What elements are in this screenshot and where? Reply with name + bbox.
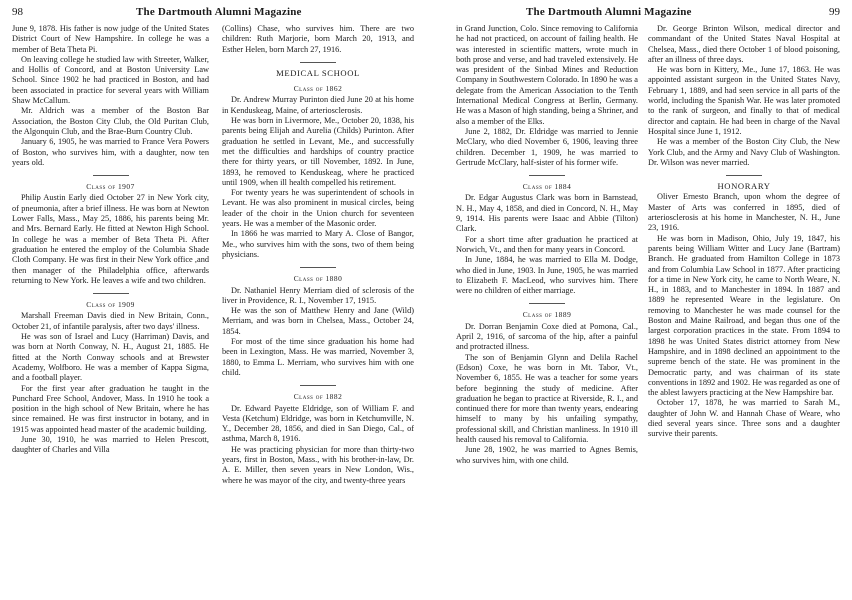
class-heading: Class of 1909 <box>86 300 135 310</box>
running-header: The Dartmouth Alumni Magazine <box>526 6 692 18</box>
paragraph: He was born in Kittery, Me., June 17, 1863. He was appointed assistant surgeon in the United States Navy, February 1, 1889, and had seen service in all parts of the world, including the Spanish War. He was later promoted to the rank of surgeon, and finally to that of medical director and captain. He had been in charge of the Naval Hospital since June 1, 1912. <box>648 65 840 136</box>
paragraph: In June, 1884, he was married to Ella M. Dodge, who died in June, 1903. In June, 1905, he was married to Elizabeth F. MacLeod, who survives him. There were no children of either marriage. <box>456 255 638 296</box>
page-number: 99 <box>829 6 840 18</box>
paragraph: For most of the time since graduation his home had been in Lexington, Mass. He was married, November 3, 1880, to Emma L. Merriam, who survives him with one child. <box>222 337 414 377</box>
divider-rule <box>93 175 129 176</box>
running-header: The Dartmouth Alumni Magazine <box>136 6 302 18</box>
paragraph: He was a member of the Boston City Club, the New York Club, and the Army and Navy Club of Washington. Dr. Wilson was never married. <box>648 137 840 167</box>
paragraph: (Collins) Chase, who survives him. There are two children: Ruth Marjorie, born March 20, 1913, and Esther Helen, born March 27, 1916. <box>222 24 414 54</box>
paragraph: The son of Benjamin Glynn and Delila Rachel (Edson) Coxe, he was born in Mt. Tabor, Vt., November 6, 1855. He was a teacher for some years before beginning the study of medicine. After graduation he began to practice at Riverside, R. I., and continued there for more than twenty years, endearing himself to many by his unfailing sympathy, professional skill, and Christian manliness. In 1910 ill health caused his removal to California. <box>456 352 638 444</box>
section-heading: MEDICAL SCHOOL <box>276 67 360 78</box>
paragraph: in Grand Junction, Colo. Since removing to California he had not practiced, on account of failing health. He was interested in scientific matters, wrote much in both prose and verse, and had traveled extensively. He was president of the Sinbad Mines and Reduction Company in Southwestern Colorado. In 1890 he was a delegate from the American Association to the Tenth International Medical Congress at Berlin, Germany. He was a Mason of high standing, being a Shriner, and also a member of the Elks. <box>456 24 638 126</box>
paragraph: January 6, 1905, he was married to France Vera Powers of Boston, who survives him, with a daughter, now ten years old. <box>12 137 209 167</box>
right-page <box>430 0 852 600</box>
paragraph: Dr. Andrew Murray Purinton died June 20 at his home in Kenduskeag, Maine, of arteriosclerosis. <box>222 95 414 115</box>
page-number: 98 <box>12 6 23 18</box>
paragraph: For twenty years he was superintendent of schools in Levant. He was also prominent in musical circles, being leader of the choir in the Union church for seventeen years. He was a member of the Masonic order. <box>222 188 414 229</box>
class-heading: Class of 1880 <box>293 274 343 284</box>
paragraph: For a short time after graduation he practiced at Norwich, Vt., and then for many years in Concord. <box>456 234 638 254</box>
paragraph: He was the son of Matthew Henry and Jane (Wild) Merriam, and was born in Chelsea, Mass., October 24, 1854. <box>222 306 414 336</box>
paragraph: Philip Austin Early died October 27 in New York city, of pneumonia, after a brief illness. He was born at Newton Lower Falls, Mass., May 25, 1886, his parents being Mr. and Mrs. Bernard Early. He fitted at Newton High School. In college he was a member of Beta Theta Pi. After graduation he entered the employ of the Columbia Shade Cloth Company. He was first in their New York office ,and then manager of the Philadelphia office, afterwards returning to New York. He leaves a wife and two children. <box>12 193 209 285</box>
column-right-2 <box>648 24 840 440</box>
class-heading: Class of 1884 <box>522 182 572 192</box>
paragraph: Mr. Aldrich was a member of the Boston Bar Association, the Boston City Club, the Old Puritan Club, the Algonquin Club, and the Brae-Burn Country Club. <box>12 106 209 136</box>
divider-rule <box>300 267 336 268</box>
paragraph: He was born in Livermore, Me., October 20, 1838, his parents being Elijah and Aurelia (Childs) Purinton. After graduation he settled in Levant, Me., and successfully met the difficulties and hardships of country practice there for thirty years, or till November, 1892. In June, 1893, he removed to Kenduskeag, where he practiced until 1909, when ill health compelled his retirement. <box>222 116 414 187</box>
divider-rule <box>529 175 565 176</box>
paragraph: Dr. Nathaniel Henry Merriam died of sclerosis of the liver in Providence, R. I., November 17, 1915. <box>222 285 414 305</box>
class-heading: Class of 1889 <box>522 310 572 320</box>
paragraph: Oliver Ernesto Branch, upon whom the degree of Master of Arts was conferred in 1895, died of arteriosclerosis at his home in Manchester, N. H., June 23, 1916. <box>648 192 840 233</box>
paragraph: He was born in Madison, Ohio, July 19, 1847, his parents being William Witter and Lucy Jane (Bartram) Branch. He graduated from Hamilton College in 1873 and from Columbia Law School in 1877. After practicing for a time in New York city, he came to North Weare, N. H., in 1883, and to Manchester in 1894. In 1887 and 1889 he represented Weare in the legislature. On removing to Manchester he was made counsel for the Boston and Maine Railroad, and began thus one of the largest corporation practices in the state. From 1894 to 1898 he was United States district attorney from New Hampshire, and in 1898 declined an appointment to the supreme bench of the state. He was prominent in the Democratic party, and was chairman of its state conventions in 1892 and 1902. He was regarded as one of the ablest lawyers practicing at the New Hampshire bar. <box>648 233 840 398</box>
class-heading: Class of 1882 <box>293 392 343 402</box>
divider-rule <box>726 175 762 176</box>
paragraph: Dr. Edward Payette Eldridge, son of William F. and Vesta (Ketchum) Eldridge, was born in Ketchumville, N. Y., December 28, 1856, and died in San Diego, Cal., of asthma, March 8, 1916. <box>222 403 414 444</box>
paragraph: June 30, 1910, he was married to Helen Prescott, daughter of Charles and Villa <box>12 434 209 455</box>
section-heading: HONORARY <box>717 181 771 192</box>
paragraph: He was son of Israel and Lucy (Harriman) Davis, and was born at North Conway, N. H., August 21, 1885. He fitted at the North Conway schools and at Brewster Academy, Wolfboro. He was a member of Kappa Sigma, and a football player. <box>12 332 209 383</box>
paragraph: June 28, 1902, he was married to Agnes Bemis, who survives him, with one child. <box>456 445 638 465</box>
divider-rule <box>300 62 336 63</box>
column-left-1 <box>12 24 209 456</box>
paragraph: October 17, 1878, he was married to Sarah M., daughter of John W. and Hannah Chase of Weare, who died several years since. Three sons and a daughter survive their parents. <box>648 398 840 439</box>
paragraph: For the first year after graduation he taught in the Punchard Free School, Andover, Mass. In 1910 he took a position in the high school of New Britain, where he has since remained. He was first instructor in botany, and in 1915 was appointed head master of the academic building. <box>12 383 209 434</box>
paragraph: Dr. George Brinton Wilson, medical director and commandant of the United States Naval Hospital at Chelsea, Mass., died there October 1 of blood poisoning, after an illness of three days. <box>648 24 840 64</box>
paragraph: June 2, 1882, Dr. Eldridge was married to Jennie McClary, who died November 6, 1906, leaving three children. December 1, 1909, he was married to Gertrude McClary, half-sister of his former wife. <box>456 126 638 167</box>
paragraph: Marshall Freeman Davis died in New Britain, Conn., October 21, of infantile paralysis, after two days' illness. <box>12 311 209 331</box>
paragraph: On leaving college he studied law with Streeter, Walker, and Hollis of Concord, and at Boston University Law School. Since 1902 he had practiced in Boston, and had been associated in practice for several years with William Shaw McCallum. <box>12 54 209 106</box>
divider-rule <box>529 303 565 304</box>
column-left-2 <box>222 24 414 486</box>
class-heading: Class of 1862 <box>293 84 343 94</box>
paragraph: In 1866 he was married to Mary A. Close of Bangor, Me., who survives him with the sons, two of them being physicians. <box>222 229 414 259</box>
column-right-1 <box>456 24 638 466</box>
class-heading: Class of 1907 <box>86 182 135 192</box>
divider-rule <box>93 293 129 294</box>
paragraph: Dr. Dorran Benjamin Coxe died at Pomona, Cal., April 2, 1916, of sarcoma of the hip, after a painful and protracted illness. <box>456 321 638 352</box>
divider-rule <box>300 385 336 386</box>
paragraph: Dr. Edgar Augustus Clark was born in Barnstead, N. H., May 4, 1858, and died in Concord, N. H., May 9, 1914. His parents were Isaac and Abbie (Tilton) Clark. <box>456 193 638 234</box>
left-page <box>0 0 418 600</box>
paragraph: He was practicing physician for more than thirty-two years, first in Boston, Mass., with his brother-in-law, Dr. A. E. Miller, then seven years in New London, Wis., where he was mayor of the city, and twenty-three years <box>222 444 414 485</box>
paragraph: June 9, 1878. His father is now judge of the United States District Court of New Hampshire. In college he was a member of Beta Theta Pi. <box>12 24 209 54</box>
